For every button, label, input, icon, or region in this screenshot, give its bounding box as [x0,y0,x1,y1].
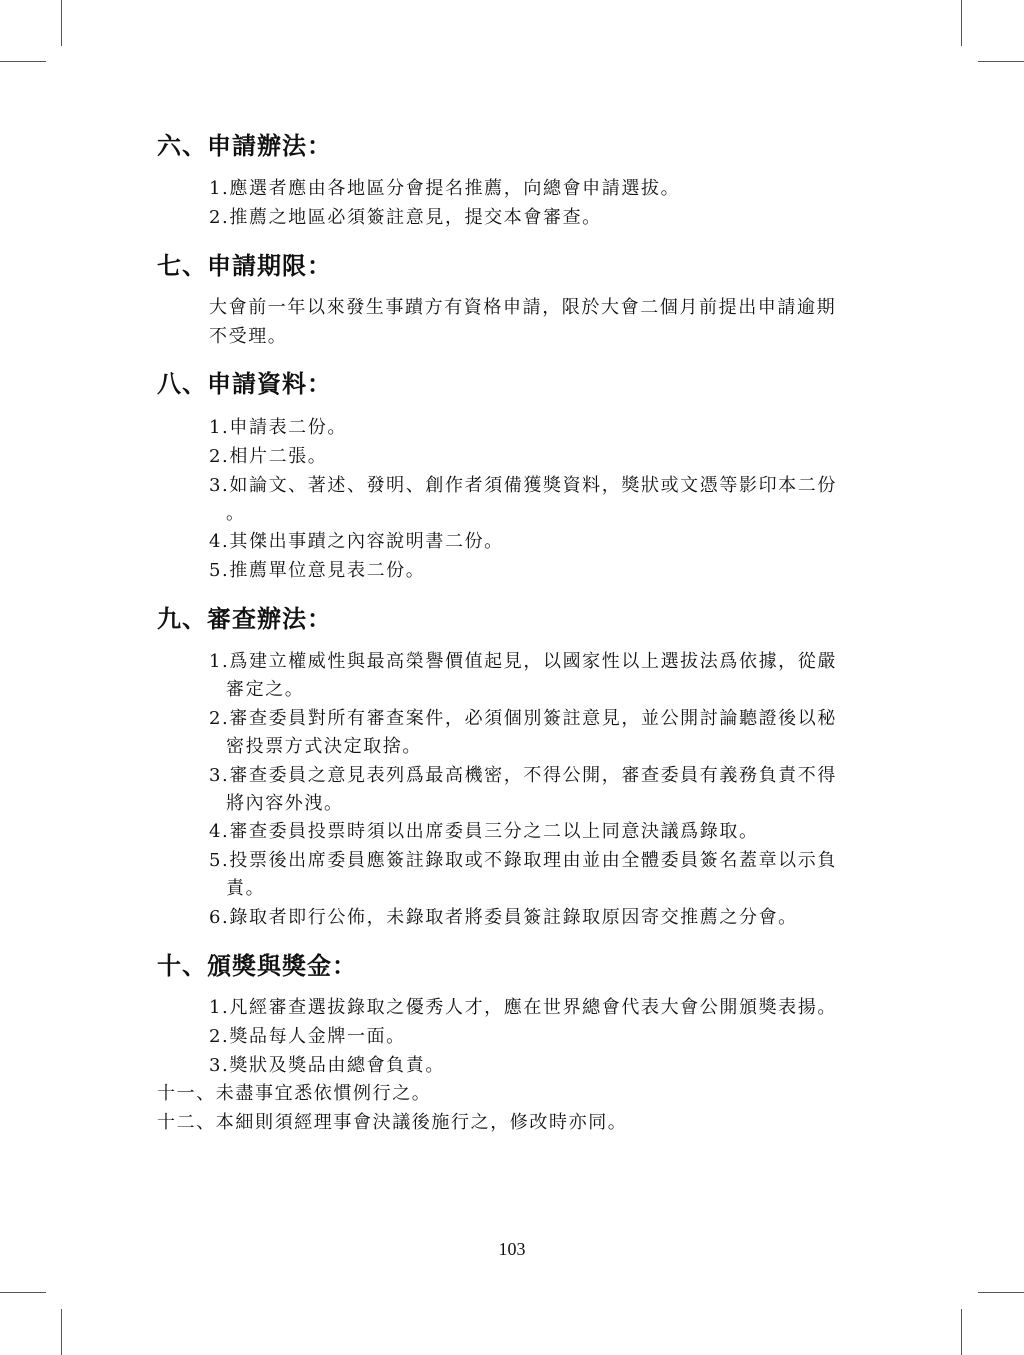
list-item: 4.其傑出事蹟之內容說明書二份。 [209,531,504,552]
section-heading: 七、申請期限： [157,252,332,280]
crop-mark [961,1309,962,1355]
list-item-continuation: 密投票方式決定取捨。 [226,736,422,757]
list-item-continuation: 將內容外洩。 [226,793,344,814]
section-line: 十一、未盡事宜悉依慣例行之。 [157,1083,432,1104]
list-item: 1.應選者應由各地區分會提名推薦，向總會申請選拔。 [209,178,681,199]
crop-mark [978,1292,1024,1293]
crop-mark [0,61,46,62]
list-item: 4.審查委員投票時須以出席委員三分之二以上同意決議爲錄取。 [209,821,759,842]
list-item: 6.錄取者即行公佈，未錄取者將委員簽註錄取原因寄交推薦之分會。 [209,907,798,928]
section-line: 十二、本細則須經理事會決議後施行之，修改時亦同。 [157,1112,628,1133]
list-item: 2.相片二張。 [209,446,328,467]
section-heading: 九、審查辦法： [157,605,332,633]
list-item: 5.推薦單位意見表二份。 [209,560,426,581]
list-item: 1.凡經審查選拔錄取之優秀人才，應在世界總會代表大會公開頒獎表揚。 [209,997,837,1018]
list-item: 3.如論文、著述、發明、創作者須備獲獎資料，獎狀或文憑等影印本二份 [209,475,837,496]
paragraph-line: 大會前一年以來發生事蹟方有資格申請，限於大會二個月前提出申請逾期 [209,297,837,318]
list-item: 1.申請表二份。 [209,417,347,438]
crop-mark [961,0,962,46]
paragraph-line: 不受理。 [209,326,288,347]
list-item: 2.審查委員對所有審查案件，必須個別簽註意見，並公開討論聽證後以秘 [209,708,837,729]
list-item: 5.投票後出席委員應簽註錄取或不錄取理由並由全體委員簽名蓋章以示負 [209,850,837,871]
crop-mark [0,1292,46,1293]
section-heading: 六、申請辦法： [157,132,332,160]
list-item: 3.審查委員之意見表列爲最高機密，不得公開，審查委員有義務負責不得 [209,765,837,786]
crop-mark [61,1309,62,1355]
page-number: 103 [498,1239,526,1259]
list-item-continuation: 審定之。 [226,679,305,700]
crop-mark [61,0,62,46]
list-item: 1.爲建立權威性與最高榮譽價值起見，以國家性以上選拔法爲依據，從嚴 [209,651,837,672]
section-heading: 十、頒獎與獎金： [157,952,357,980]
section-heading: 八、申請資料： [157,370,332,398]
list-item: 3.獎狀及獎品由總會負責。 [209,1055,445,1076]
crop-mark [978,61,1024,62]
list-item: 2.獎品每人金牌一面。 [209,1026,406,1047]
list-item-continuation: 責。 [226,878,266,899]
list-item-continuation: 。 [226,503,246,524]
list-item: 2.推薦之地區必須簽註意見，提交本會審查。 [209,207,602,228]
